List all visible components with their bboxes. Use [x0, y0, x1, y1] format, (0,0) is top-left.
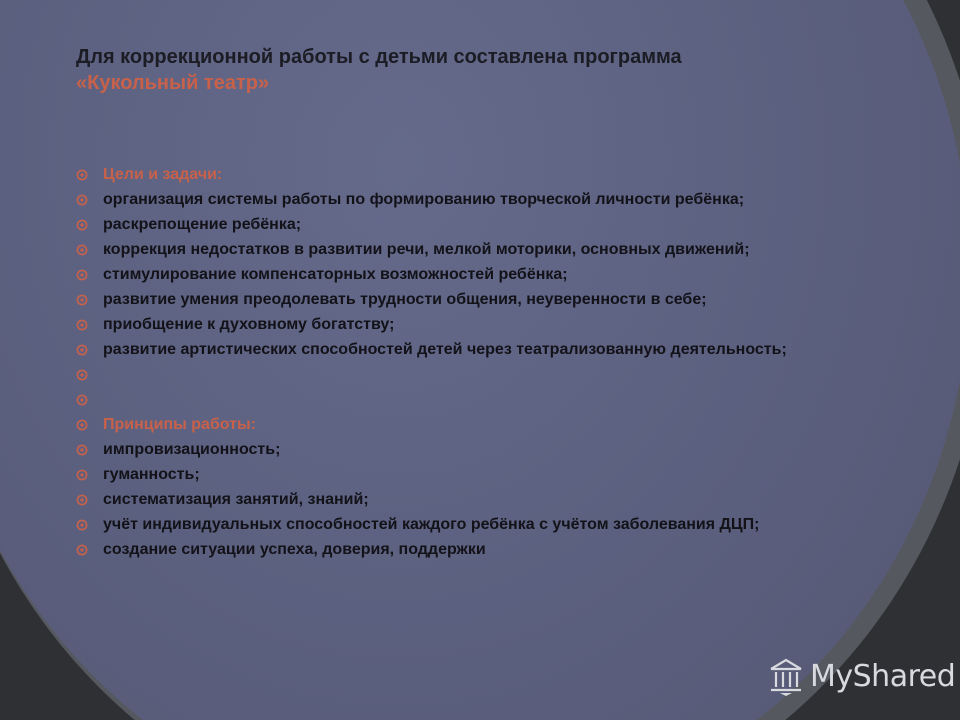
list-item-text: создание ситуации успеха, доверия, поддержки — [103, 541, 486, 558]
list-item-text: развитие умения преодолевать трудности общения, неуверенности в себе; — [103, 291, 707, 308]
list-item — [76, 492, 846, 508]
list-item — [76, 517, 846, 533]
list-item — [76, 292, 846, 308]
list-item — [76, 267, 846, 283]
orange-ring-bullet-icon — [76, 294, 88, 306]
list-item-text: стимулирование компенсаторных возможностей ребёнка; — [103, 266, 568, 283]
orange-ring-bullet-icon — [76, 344, 88, 356]
list-item — [76, 392, 846, 408]
list-item-text: учёт индивидуальных способностей каждого ребёнка с учётом заболевания ДЦП; — [103, 516, 760, 533]
list-item-text: коррекция недостатков в развитии речи, мелкой моторики, основных движений; — [103, 241, 750, 258]
orange-ring-bullet-icon — [76, 169, 88, 181]
orange-ring-bullet-icon — [76, 319, 88, 331]
list-item-text: импровизационность; — [103, 441, 281, 458]
list-item-text: приобщение к духовному богатству; — [103, 316, 395, 333]
section-heading — [76, 417, 846, 433]
section-heading — [76, 167, 846, 183]
orange-ring-bullet-icon — [76, 269, 88, 281]
building-logo-icon — [768, 656, 804, 696]
title-line-1: Для коррекционной работы с детьми составлена программа — [76, 46, 682, 68]
orange-ring-bullet-icon — [76, 419, 88, 431]
list-item-text: раскрепощение ребёнка; — [103, 216, 302, 233]
orange-ring-bullet-icon — [76, 444, 88, 456]
title-line-2: «Кукольный театр» — [76, 72, 270, 94]
list-item — [76, 342, 846, 358]
orange-ring-bullet-icon — [76, 194, 88, 206]
bullet-list — [76, 167, 846, 567]
list-item-text: Цели и задачи: — [103, 166, 223, 183]
list-item-text: Принципы работы: — [103, 416, 256, 433]
orange-ring-bullet-icon — [76, 244, 88, 256]
orange-ring-bullet-icon — [76, 369, 88, 381]
slide-title — [76, 44, 876, 96]
list-item-text: гуманность; — [103, 466, 200, 483]
list-item — [76, 542, 846, 558]
orange-ring-bullet-icon — [76, 544, 88, 556]
list-item — [76, 467, 846, 483]
orange-ring-bullet-icon — [76, 494, 88, 506]
orange-ring-bullet-icon — [76, 394, 88, 406]
orange-ring-bullet-icon — [76, 469, 88, 481]
list-item-text: развитие артистических способностей детей через театрализованную деятельность; — [103, 341, 787, 358]
orange-ring-bullet-icon — [76, 519, 88, 531]
list-item — [76, 242, 846, 258]
watermark-logo — [768, 654, 955, 698]
list-item — [76, 442, 846, 458]
list-item-text: организация системы работы по формированию творческой личности ребёнка; — [103, 191, 745, 208]
list-item — [76, 367, 846, 383]
list-item — [76, 317, 846, 333]
list-item — [76, 192, 846, 208]
list-item-text: систематизация занятий, знаний; — [103, 491, 369, 508]
list-item — [76, 217, 846, 233]
logo-text: MyShared — [810, 658, 956, 694]
orange-ring-bullet-icon — [76, 219, 88, 231]
